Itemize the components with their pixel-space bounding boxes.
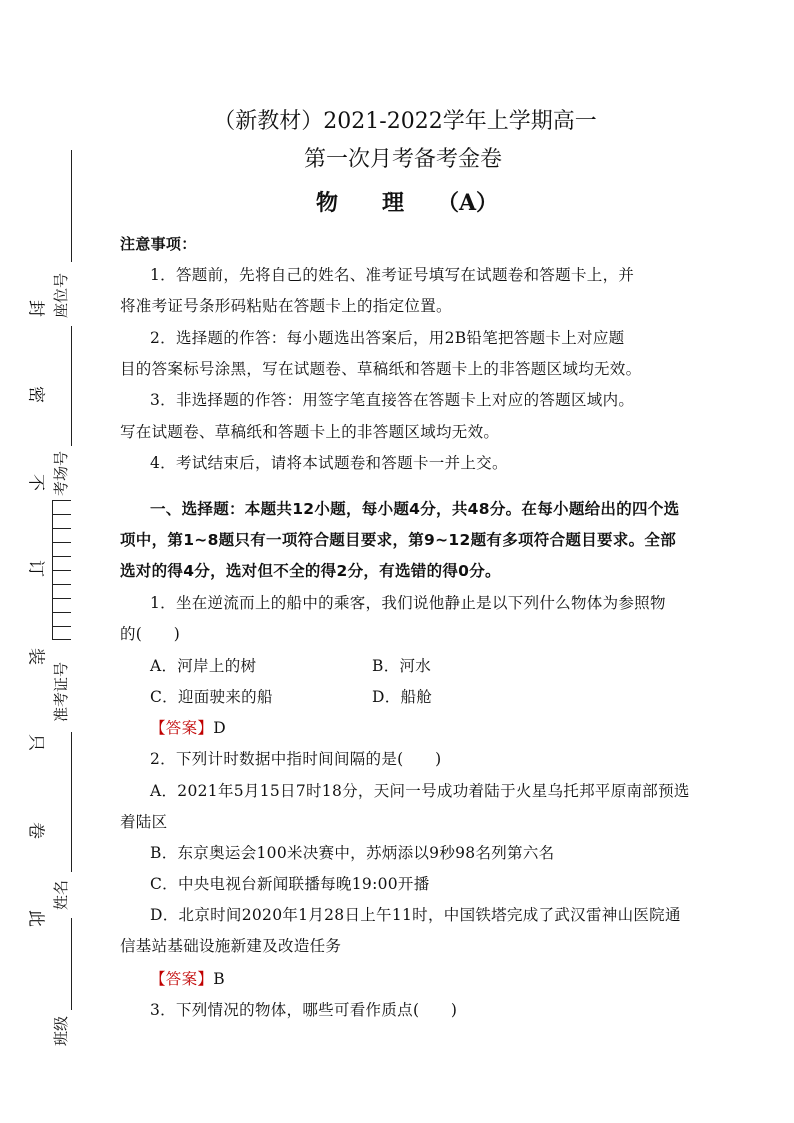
seal-char: 只 [25, 734, 46, 751]
option-a-cont: 着陆区 [120, 813, 168, 831]
field-line [71, 918, 72, 1010]
answer-line [150, 972, 225, 988]
answer-value: B [213, 970, 225, 988]
exam-title: （新教材）2021-2022学年上学期高一 [213, 109, 597, 134]
subject-title: 物 理 （A） [315, 190, 499, 216]
answer-value: D [213, 719, 226, 737]
notice-heading: 注意事项： [120, 235, 197, 253]
question-2-stem: 2．下列计时数据中指时间间隔的是( ) [150, 750, 442, 768]
seal-char: 装 [25, 648, 46, 665]
seal-char: 订 [25, 560, 46, 577]
option-d: D．北京时间2020年1月28日上午11时，中国铁塔完成了武汉雷神山医院通 [150, 906, 681, 924]
answer-tag: 【答案】 [150, 719, 214, 737]
seal-char: 密 [25, 386, 46, 403]
section-instruction: 选对的得4分，选对但不全的得2分，有选错的得0分。 [120, 562, 501, 580]
seal-char: 此 [25, 910, 46, 927]
section-instruction: 一、选择题：本题共12小题，每小题4分，共48分。在每小题给出的四个选 [150, 500, 680, 518]
answer-tag: 【答案】 [150, 970, 214, 988]
notice-line: 写在试题卷、草稿纸和答题卡上的非答题区域均无效。 [120, 423, 500, 441]
notice-line: 1．答题前，先将自己的姓名、准考证号填写在试题卷和答题卡上，并 [150, 266, 635, 284]
option-d: D．船舱 [372, 688, 433, 706]
question-1-stem: 的( ) [120, 625, 181, 643]
seal-char: 卷 [25, 822, 46, 839]
field-line [71, 326, 72, 446]
option-d-cont: 信基站基础设施新建及改造任务 [120, 937, 342, 955]
option-c: C．迎面驶来的船 [150, 688, 273, 706]
option-b: B．东京奥运会100米决赛中，苏炳添以9秒98名列第六名 [150, 844, 555, 862]
field-line [71, 732, 72, 872]
field-exam-room: 考场号 [52, 450, 70, 496]
notice-line: 3．非选择题的作答：用签字笔直接答在答题卡上对应的答题区域内。 [150, 391, 635, 409]
option-a: A．河岸上的树 [150, 657, 257, 675]
option-b: B．河水 [372, 657, 432, 675]
exam-id-boxes [52, 500, 71, 640]
seal-char: 封 [25, 300, 46, 317]
notice-line: 目的答案标号涂黑，写在试题卷、草稿纸和答题卡上的非答题区域均无效。 [120, 360, 642, 378]
seal-char: 不 [25, 474, 46, 491]
question-3-stem: 3．下列情况的物体，哪些可看作质点( ) [150, 1001, 458, 1019]
answer-line [150, 721, 226, 737]
exam-subtitle: 第一次月考备考金卷 [303, 147, 502, 172]
field-name: 姓名 [52, 879, 70, 910]
notice-line: 2．选择题的作答：每小题选出答案后，用2B铅笔把答题卡上对应题 [150, 329, 625, 347]
notice-line: 将准考证号条形码粘贴在答题卡上的指定位置。 [120, 297, 452, 315]
section-instruction: 项中，第1~8题只有一项符合题目要求，第9~12题有多项符合题目要求。全部 [120, 531, 677, 549]
notice-line: 4．考试结束后，请将本试题卷和答题卡一并上交。 [150, 454, 508, 472]
field-class: 班级 [52, 1015, 70, 1046]
option-c: C．中央电视台新闻联播每晚19:00开播 [150, 875, 430, 893]
question-1-stem: 1．坐在逆流而上的船中的乘客，我们说他静止是以下列什么物体为参照物 [150, 594, 666, 612]
option-a: A．2021年5月15日7时18分，天问一号成功着陆于火星乌托邦平原南部预选 [150, 782, 690, 800]
field-exam-id: 准考证号 [52, 661, 70, 722]
field-seat-number: 座位号 [52, 272, 70, 318]
